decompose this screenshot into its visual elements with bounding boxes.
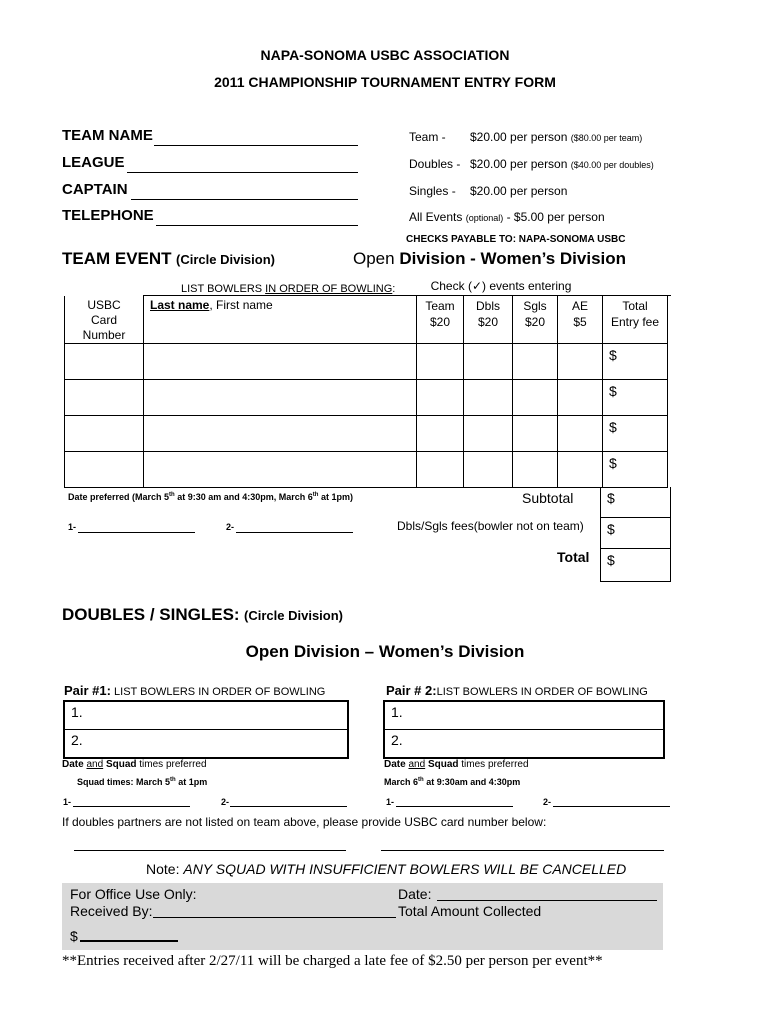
squad-times-note — [77, 777, 207, 787]
team-date-preferred — [68, 492, 353, 502]
fee-team-amount: $20.00 per person — [470, 130, 568, 144]
total-col-header — [603, 296, 668, 344]
and-word: and — [86, 759, 104, 770]
march6-a: March 6 — [384, 777, 419, 787]
pair2-choice-1-field[interactable] — [396, 806, 513, 807]
ae-col-header — [558, 296, 603, 344]
form-org-title: NAPA-SONOMA USBC ASSOCIATION — [260, 47, 510, 63]
col-price: $5 — [573, 315, 587, 329]
received-by-label: Received By: — [70, 903, 153, 919]
squad-times-a: Squad times: March 5 — [77, 777, 171, 787]
dollar-sign: $ — [609, 382, 617, 399]
pair2-choice-1-label: 1- — [386, 797, 395, 807]
check-cell[interactable] — [464, 379, 513, 415]
note-text: ANY SQUAD WITH INSUFFICIENT BOWLERS WILL BE CANCELLED — [183, 861, 627, 877]
team-division-options[interactable] — [353, 249, 626, 269]
col-price: $20 — [477, 315, 499, 329]
telephone-label: TELEPHONE — [62, 207, 154, 224]
league-label: LEAGUE — [62, 154, 125, 171]
sgls-col-header — [513, 296, 558, 344]
col-name: Team — [425, 299, 455, 313]
doubles-division-options[interactable]: Open Division – Women’s Division — [245, 642, 525, 661]
date-word: Date — [384, 759, 406, 770]
pair1-slot2[interactable]: 2. — [71, 732, 83, 748]
col-price: $20 — [429, 315, 451, 329]
col-name: AE — [571, 299, 588, 313]
fee-doubles-line — [470, 157, 654, 171]
squad-times-b: at 1pm — [175, 777, 208, 787]
usbc-header-line: Card — [90, 312, 117, 327]
table-header-row — [65, 296, 668, 344]
dollar-sign: $ — [609, 346, 617, 363]
row-total-cell[interactable] — [603, 343, 668, 379]
march6-note — [384, 777, 520, 787]
pair1-choice-1-field[interactable] — [73, 806, 190, 807]
pair2-box — [383, 700, 665, 759]
usbc-cell[interactable] — [65, 451, 144, 487]
team-event-sub: (Circle Division) — [176, 252, 275, 267]
fee-allevents-note: (optional) — [465, 213, 504, 223]
first-name-header: , First name — [209, 298, 273, 312]
list-bowlers-suffix: : — [392, 283, 396, 295]
times-pref: times preferred — [458, 759, 529, 770]
dbls-col-header — [464, 296, 513, 344]
fee-doubles-name: Doubles - — [409, 157, 461, 171]
team-roster-table — [64, 295, 668, 488]
usbc-cell[interactable] — [65, 379, 144, 415]
pair1-choice-1-label: 1- — [63, 797, 72, 807]
check-cell[interactable] — [558, 379, 603, 415]
dollar-sign: $ — [609, 454, 617, 471]
pair2-choice-2-field[interactable] — [553, 806, 670, 807]
team-event-title: TEAM EVENT — [62, 249, 172, 268]
doubles-sub: (Circle Division) — [244, 608, 343, 623]
pair1-sub: LIST BOWLERS IN ORDER OF BOWLING — [114, 686, 326, 698]
table-row — [65, 379, 668, 415]
pair1-box — [63, 700, 349, 759]
team-name-field[interactable] — [154, 145, 358, 146]
office-date-field[interactable] — [437, 900, 657, 901]
total-label: Total — [557, 549, 590, 565]
late-fee-notice: **Entries received after 2/27/11 will be charged a late fee of $2.50 per person per event** — [62, 953, 603, 969]
team-name-label: TEAM NAME — [62, 127, 153, 144]
fee-allevents-amount: - $5.00 per person — [506, 210, 605, 224]
telephone-field[interactable] — [156, 225, 358, 226]
name-header — [144, 296, 417, 344]
office-dollar-sign: $ — [70, 928, 78, 944]
col-price: $20 — [524, 315, 546, 329]
usbc-number-field-2[interactable] — [381, 850, 664, 851]
table-row — [65, 451, 668, 487]
row-total-cell[interactable] — [603, 415, 668, 451]
dollar-sign: $ — [609, 418, 617, 435]
checks-payable: CHECKS PAYABLE TO: NAPA-SONOMA USBC — [406, 234, 626, 245]
check-cell[interactable] — [417, 451, 464, 487]
fee-team-line — [470, 130, 642, 144]
pair1-label: Pair #1: — [64, 683, 111, 698]
subtotal-cell[interactable] — [600, 487, 671, 518]
date-pref-c: at 1pm) — [318, 492, 353, 502]
team-choice-1-field[interactable] — [78, 532, 195, 533]
check-cell[interactable] — [417, 343, 464, 379]
league-field[interactable] — [127, 172, 358, 173]
list-bowlers-underlined: IN ORDER OF BOWLING — [265, 283, 393, 295]
row-total-cell[interactable] — [603, 451, 668, 487]
usbc-cell[interactable] — [65, 343, 144, 379]
team-choice-2-field[interactable] — [236, 532, 353, 533]
squad-word: Squad — [105, 759, 137, 770]
pair1-choice-2-field[interactable] — [230, 806, 347, 807]
usbc-number-note: If doubles partners are not listed on team above, please provide USBC card number below: — [62, 815, 547, 829]
table-row — [65, 343, 668, 379]
check-cell[interactable] — [513, 343, 558, 379]
list-bowlers-prefix: LIST BOWLERS — [181, 283, 266, 295]
row-total-cell[interactable] — [603, 379, 668, 415]
check-cell[interactable] — [558, 343, 603, 379]
totals-box — [600, 487, 670, 582]
pair2-sub: LIST BOWLERS IN ORDER OF BOWLING — [436, 686, 648, 698]
check-cell[interactable] — [513, 415, 558, 451]
fee-doubles-note: ($40.00 per doubles) — [570, 160, 654, 170]
fee-singles-name: Singles - — [409, 184, 456, 198]
march6-b: at 9:30am and 4:30pm — [423, 777, 521, 787]
check-cell[interactable] — [417, 379, 464, 415]
doubles-title: DOUBLES / SINGLES: — [62, 605, 240, 624]
pair1-header — [64, 683, 325, 698]
pair2-header — [386, 683, 648, 698]
fee-allevents-line — [409, 210, 605, 224]
pair2-label: Pair # 2: — [386, 683, 437, 698]
dbls-fees-cell[interactable] — [600, 518, 671, 549]
fee-allevents-name: All Events — [409, 210, 463, 224]
check-cell[interactable] — [558, 451, 603, 487]
header-top-rule — [143, 295, 392, 296]
team-col-header — [417, 296, 464, 344]
fee-singles-amount: $20.00 per person — [470, 184, 568, 198]
dbls-fees-label: Dbls/Sgls fees(bowler not on team) — [397, 519, 584, 533]
captain-field[interactable] — [131, 199, 358, 200]
doubles-heading — [62, 605, 343, 625]
captain-label: CAPTAIN — [62, 181, 128, 198]
pair2-date-squad — [384, 759, 529, 770]
and-word: and — [408, 759, 426, 770]
name-cell[interactable] — [144, 451, 417, 487]
last-name-header: Last name — [150, 298, 210, 312]
date-pref-a: Date preferred (March 5 — [68, 492, 170, 502]
col-name: Dbls — [475, 299, 500, 313]
squad-word: Squad — [427, 759, 459, 770]
name-cell[interactable] — [144, 343, 417, 379]
dollar-sign: $ — [607, 490, 615, 506]
office-use-label: For Office Use Only: — [70, 886, 197, 902]
office-date-label: Date: — [398, 886, 432, 902]
date-pref-sup2: th — [312, 492, 319, 498]
check-cell[interactable] — [464, 415, 513, 451]
fee-team-note: ($80.00 per team) — [570, 133, 643, 143]
march6-sup: th — [418, 777, 424, 783]
office-amount-field[interactable] — [80, 940, 178, 942]
form-title: 2011 CHAMPIONSHIP TOURNAMENT ENTRY FORM — [214, 74, 556, 90]
total-collected-label: Total Amount Collected — [398, 903, 542, 919]
team-choice-1-label: 1- — [68, 522, 77, 532]
pair1-date-squad — [62, 759, 207, 770]
total-cell[interactable] — [600, 549, 671, 582]
date-pref-sup1: th — [169, 492, 175, 498]
fee-team-name: Team - — [409, 130, 446, 144]
col-name: Total — [622, 299, 648, 313]
pair2-choice-2-label: 2- — [543, 797, 552, 807]
team-choice-2-label: 2- — [226, 522, 235, 532]
cancellation-note — [146, 861, 626, 877]
usbc-header — [65, 296, 144, 344]
date-pref-b: at 9:30 am and 4:30pm, March 6 — [174, 492, 313, 502]
check-cell[interactable] — [464, 343, 513, 379]
pair1-divider — [65, 729, 347, 730]
squad-times-sup: th — [170, 777, 176, 783]
pair2-divider — [385, 729, 663, 730]
dollar-sign: $ — [607, 552, 615, 568]
list-bowlers-header — [181, 283, 395, 295]
division-rest[interactable]: Division - Women’s Division — [399, 249, 627, 268]
pair1-choice-2-label: 2- — [221, 797, 230, 807]
usbc-cell[interactable] — [65, 415, 144, 451]
fee-doubles-amount: $20.00 per person — [470, 157, 568, 171]
usbc-header-line: USBC — [87, 297, 121, 312]
name-cell[interactable] — [144, 415, 417, 451]
col-price: Entry fee — [610, 315, 660, 329]
check-cell[interactable] — [464, 451, 513, 487]
times-pref: times preferred — [136, 759, 207, 770]
received-by-field[interactable] — [153, 917, 396, 918]
check-cell[interactable] — [558, 415, 603, 451]
usbc-header-line: Number — [82, 327, 126, 342]
table-row — [65, 415, 668, 451]
check-cell[interactable] — [513, 379, 558, 415]
pair2-slot1[interactable]: 1. — [391, 704, 403, 720]
subtotal-label: Subtotal — [522, 490, 574, 506]
team-event-heading — [62, 249, 275, 269]
check-cell[interactable] — [417, 415, 464, 451]
name-cell[interactable] — [144, 379, 417, 415]
date-word: Date — [62, 759, 84, 770]
col-name: Sgls — [523, 299, 547, 313]
check-events-header: Check (✓) events entering — [430, 279, 572, 293]
header-top-rule — [415, 295, 671, 296]
usbc-number-field-1[interactable] — [74, 850, 346, 851]
pair1-slot1[interactable]: 1. — [71, 704, 83, 720]
note-prefix: Note: — [146, 861, 184, 877]
dollar-sign: $ — [607, 521, 615, 537]
division-open[interactable]: Open — [353, 249, 395, 268]
check-cell[interactable] — [513, 451, 558, 487]
pair2-slot2[interactable]: 2. — [391, 732, 403, 748]
